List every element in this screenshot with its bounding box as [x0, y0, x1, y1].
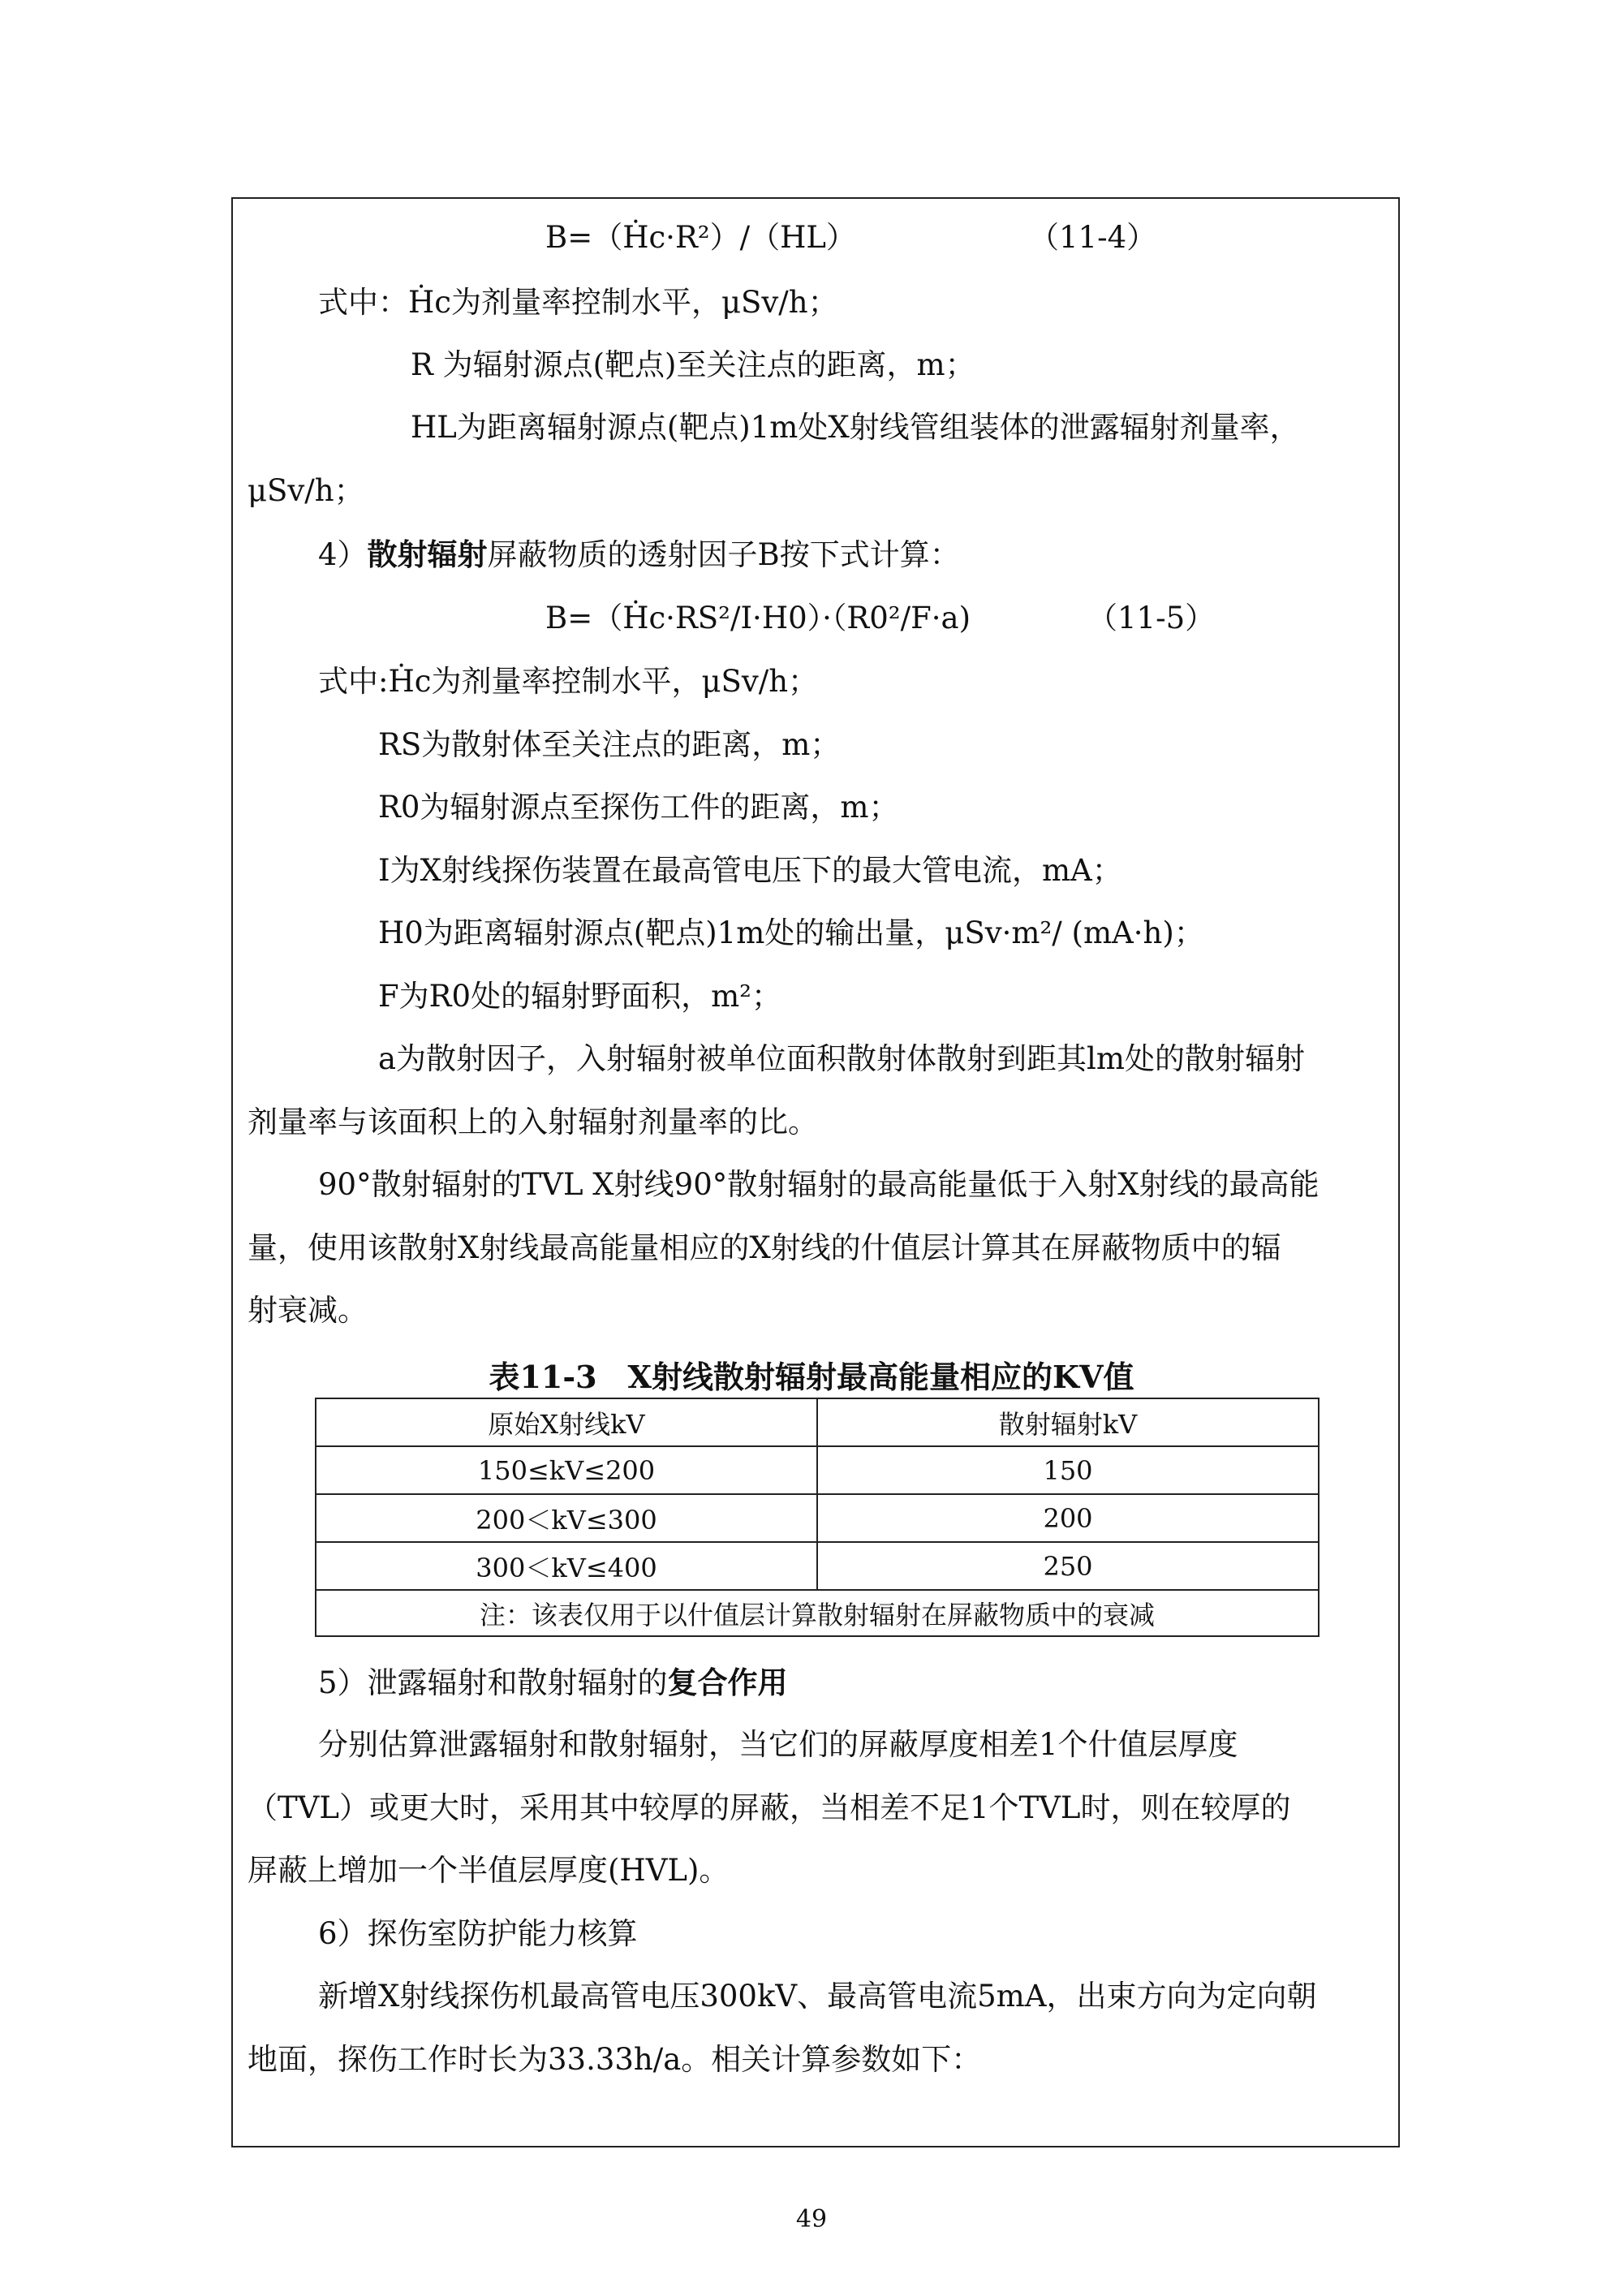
equation-11-5: B=（Ḣc·RS²/I·H0）·（R0²/F·a): [545, 601, 971, 635]
table-cell: 150≤kV≤200: [316, 1446, 817, 1494]
where1-line4: μSv/h；: [248, 473, 364, 508]
section-5-prefix: 5）泄露辐射和散射辐射的: [318, 1665, 668, 1700]
equation-11-4: B=（Ḣc·R²）/（HL）: [545, 220, 856, 255]
section-4-prefix: 4）: [318, 537, 368, 572]
para90-line2: 量，使用该散射X射线最高能量相应的X射线的什值层计算其在屏蔽物质中的辐: [248, 1230, 1281, 1265]
section-5-bold: 复合作用: [667, 1665, 788, 1700]
para90-line1: 90°散射辐射的TVL X射线90°散射辐射的最高能量低于入射X射线的最高能: [318, 1167, 1319, 1202]
where2-line5: H0为距离辐射源点(靶点)1m处的输出量，μSv·m²/ (mA·h)；: [378, 915, 1204, 950]
table-note-row: [316, 1590, 1319, 1636]
section-4-heading: [318, 534, 960, 575]
table-cell: 150: [817, 1446, 1319, 1494]
where2-line4: I为X射线探伤装置在最高管电压下的最大管电流，mA；: [378, 853, 1122, 888]
where1-line3: HL为距离辐射源点(靶点)1m处X射线管组装体的泄露辐射剂量率，: [411, 410, 1300, 445]
page-number: 49: [795, 2205, 828, 2234]
table-cell: 200: [817, 1494, 1319, 1542]
table-header-original-kv: 原始X射线kV: [316, 1398, 817, 1446]
where2-line1: 式中:Ḣc为剂量率控制水平，μSv/h；: [318, 664, 819, 699]
para6-line2: 地面，探伤工作时长为33.33h/a。相关计算参数如下：: [248, 2042, 982, 2077]
where1-line1: 式中：Ḣc为剂量率控制水平，μSv/h；: [318, 285, 838, 320]
where2-line6: F为R0处的辐射野面积，m²；: [378, 979, 781, 1014]
where2-line8: 剂量率与该面积上的入射辐射剂量率的比。: [248, 1105, 818, 1139]
para5-line2: （TVL）或更大时，采用其中较厚的屏蔽，当相差不足1个TVL时，则在较厚的: [248, 1790, 1291, 1825]
where2-line2: RS为散射体至关注点的距离，m；: [378, 727, 841, 762]
kv-table: [315, 1398, 1319, 1637]
para5-line1: 分别估算泄露辐射和散射辐射，当它们的屏蔽厚度相差1个什值层厚度: [318, 1727, 1238, 1762]
para5-line3: 屏蔽上增加一个半值层厚度(HVL)。: [248, 1853, 730, 1888]
table-row: [316, 1446, 1319, 1494]
table-note: 注：该表仅用于以什值层计算散射辐射在屏蔽物质中的衰减: [316, 1590, 1319, 1636]
section-5-heading: [318, 1662, 788, 1704]
table-row: [316, 1494, 1319, 1542]
section-4-bold: 散射辐射: [367, 536, 488, 572]
para6-line1: 新增X射线探伤机最高管电压300kV、最高管电流5mA，出束方向为定向朝: [318, 1979, 1317, 2014]
equation-number-11-4: （11-4）: [1029, 220, 1157, 255]
equation-number-11-5: （11-5）: [1087, 601, 1216, 635]
table-title: 表11-3 X射线散射辐射最高能量相应的KV值: [489, 1359, 1134, 1395]
section-4-rest: 屏蔽物质的透射因子B按下式计算：: [487, 537, 960, 572]
table-header-scatter-kv: 散射辐射kV: [817, 1398, 1319, 1446]
table-row: [316, 1542, 1319, 1590]
where2-line7: a为散射因子，入射辐射被单位面积散射体散射到距其lm处的散射辐射: [378, 1041, 1305, 1076]
where1-line2: R 为辐射源点(靶点)至关注点的距离，m；: [411, 347, 975, 382]
where2-line3: R0为辐射源点至探伤工件的距离，m；: [378, 790, 899, 825]
table-header-row: [316, 1398, 1319, 1446]
table-cell: 250: [817, 1542, 1319, 1590]
section-6-heading: 6）探伤室防护能力核算: [318, 1916, 638, 1951]
para90-line3: 射衰减。: [248, 1293, 368, 1328]
table-cell: 300＜kV≤400: [316, 1542, 817, 1590]
table-cell: 200＜kV≤300: [316, 1494, 817, 1542]
